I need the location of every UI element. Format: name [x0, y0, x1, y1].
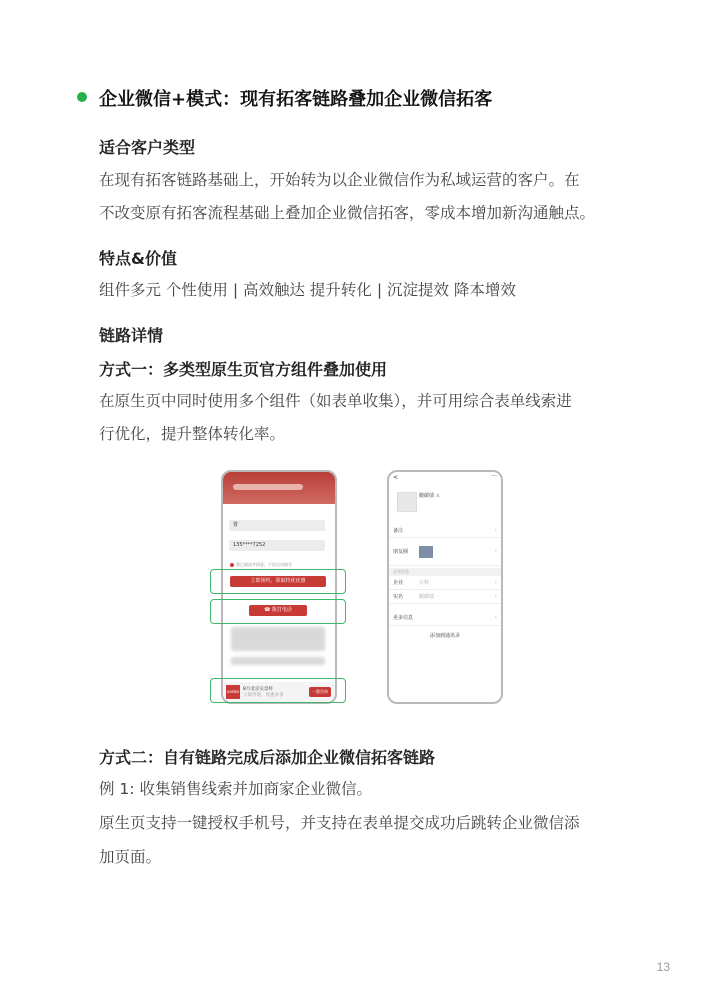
- chevron-right-icon: ›: [494, 548, 497, 555]
- contact-name: 酸碳绩 ♙: [419, 493, 441, 499]
- features-heading: 特点&价值: [99, 249, 177, 268]
- customer-type-heading: 适合客户类型: [99, 138, 196, 157]
- chevron-right-icon: ›: [494, 593, 497, 600]
- section-bullet-icon: [77, 92, 87, 102]
- avatar: [397, 492, 417, 512]
- remark-row[interactable]: 备注 ›: [389, 524, 501, 538]
- page-number: 13: [656, 960, 670, 974]
- more-info-row[interactable]: 更多信息 ›: [389, 610, 501, 626]
- method2-line-1: 原生页支持一键授权手机号，并支持在表单提交成功后跳转企业微信添: [99, 814, 580, 832]
- company-row[interactable]: 企业 万科 ›: [389, 576, 501, 590]
- phone-field[interactable]: 135****7252: [229, 540, 325, 551]
- method1-line-1: 在原生页中同时使用多个组件（如表单收集），并可用综合表单线索进: [99, 392, 572, 410]
- call-button-label: 拨打电话: [271, 607, 292, 613]
- method1-title: 方式一：多类型原生页官方组件叠加使用: [99, 360, 388, 379]
- landing-banner: [223, 472, 335, 504]
- method2-title: 方式二：自有链路完成后添加企业微信拓客链路: [99, 748, 436, 767]
- company-info-group: 企业信息: [389, 568, 501, 576]
- brand-logo: vanke: [226, 685, 240, 699]
- details-heading: 链路详情: [99, 326, 164, 345]
- bottom-highlight-frame: [210, 678, 346, 703]
- chevron-right-icon: ›: [494, 579, 497, 586]
- agree-checkbox[interactable]: [230, 562, 292, 568]
- moments-thumbnail: [419, 546, 433, 558]
- agree-text: 我已阅读并同意，下次自动填写: [236, 562, 292, 567]
- call-highlight-frame: [210, 599, 346, 624]
- more-icon[interactable]: ···: [491, 473, 497, 480]
- features-text: 组件多元 个性使用 | 高效触达 提升转化 | 沉淀提效 降本增效: [99, 281, 516, 299]
- call-button[interactable]: ☎ 拨打电话: [249, 605, 307, 616]
- consult-button[interactable]: 一键咨询: [309, 687, 331, 697]
- wecom-profile-mockup: [387, 470, 503, 704]
- blurred-content: [231, 627, 325, 651]
- customer-type-line-1: 在现有拓客链路基础上，开始转为以企业微信作为私域运营的客户。在: [99, 171, 580, 189]
- blurred-content: [231, 657, 325, 665]
- form-highlight-frame: [210, 569, 346, 594]
- person-icon: ♙: [435, 493, 441, 499]
- add-contact-button[interactable]: 添加到通讯录: [429, 633, 460, 639]
- method2-line-2: 加页面。: [99, 848, 162, 866]
- back-icon[interactable]: <: [393, 474, 399, 481]
- method2-example: 例 1: 收集销售线索并加商家企业微信。: [99, 780, 372, 798]
- real-name-row[interactable]: 实名 酸碳绩 ›: [389, 590, 501, 604]
- chevron-right-icon: ›: [494, 614, 497, 621]
- section-title: 企业微信+模式：现有拓客链路叠加企业微信拓客: [99, 89, 493, 110]
- chevron-right-icon: ›: [494, 527, 497, 534]
- name-field[interactable]: 嘗: [229, 520, 325, 531]
- bottom-text: 8月北京实景样 立即咨询，优惠多多: [243, 687, 284, 698]
- moments-row[interactable]: 朋友圈 ›: [389, 538, 501, 566]
- submit-button[interactable]: 立即预约，领取特优优惠: [230, 576, 326, 587]
- customer-type-line-2: 不改变原有拓客流程基础上叠加企业微信拓客，零成本增加新沟通触点。: [99, 204, 596, 222]
- method1-line-2: 行优化，提升整体转化率。: [99, 425, 286, 443]
